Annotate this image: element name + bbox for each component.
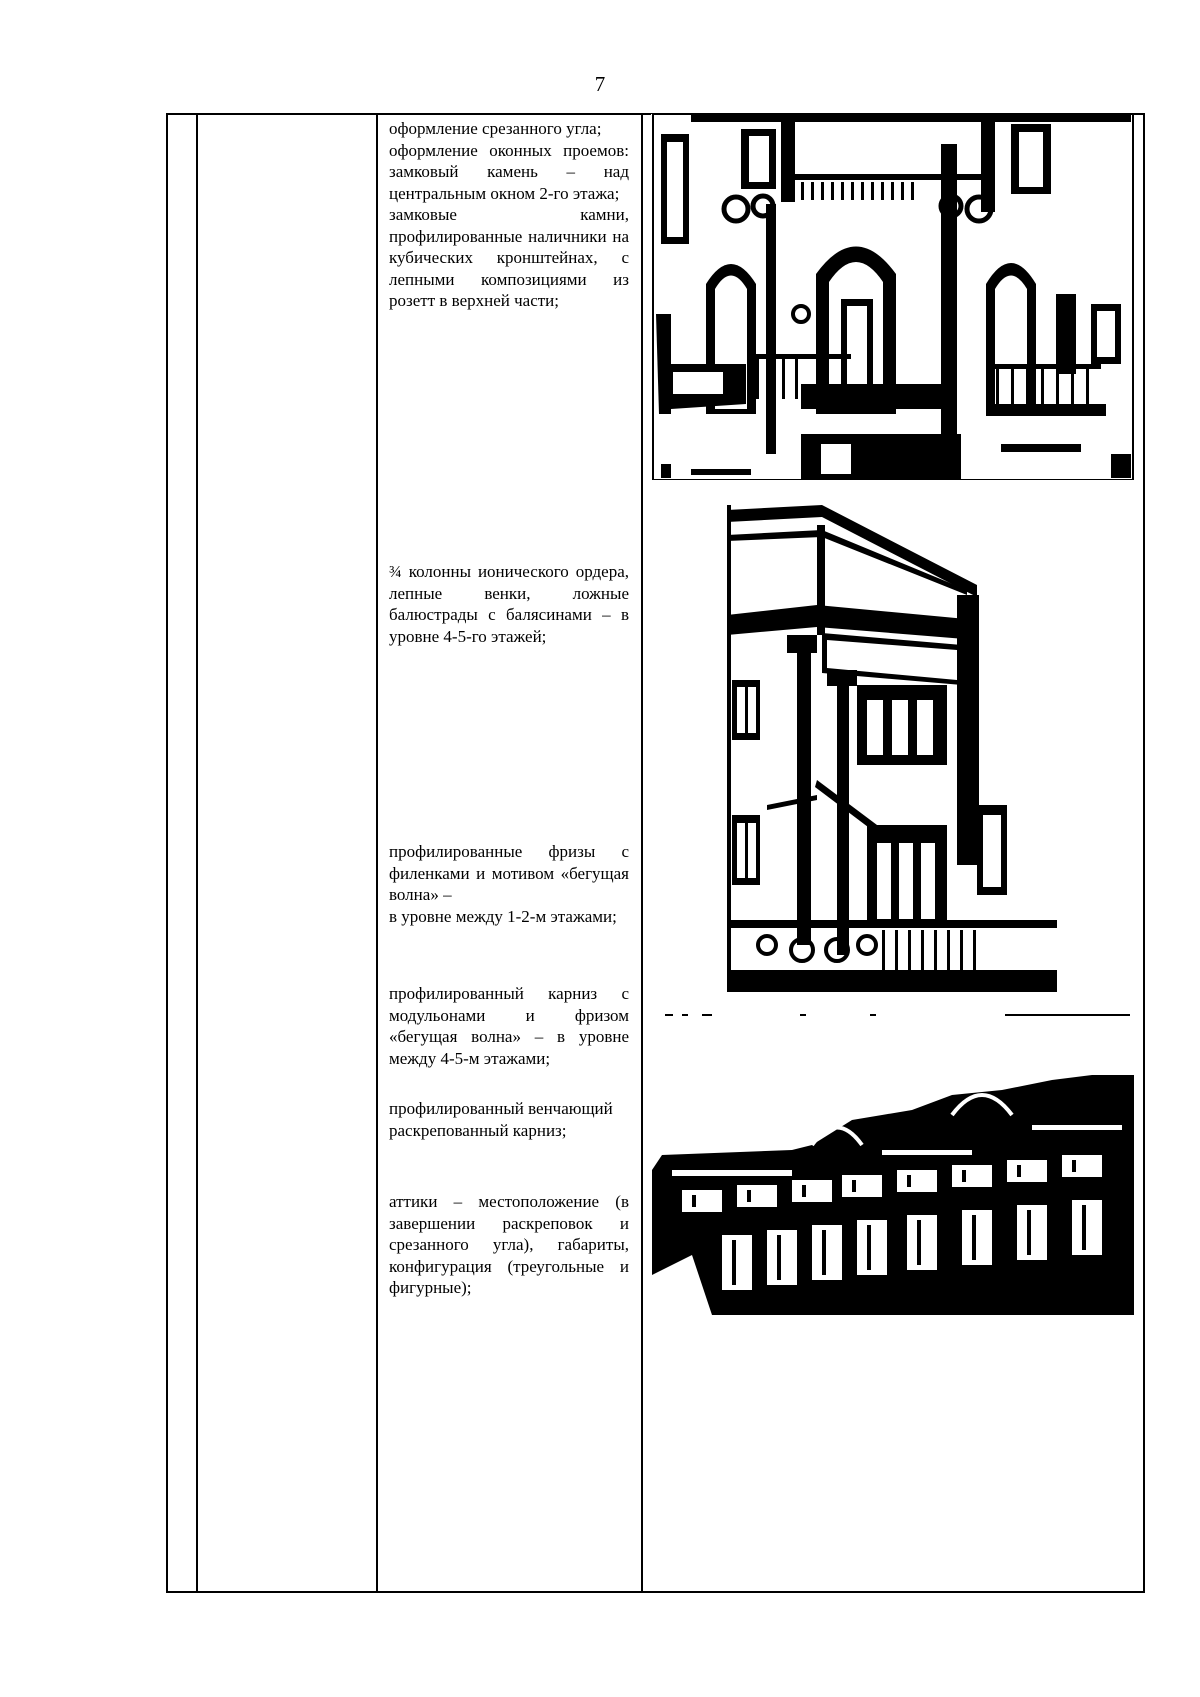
description-block-2: [389, 561, 629, 647]
description-block-5: [389, 1098, 629, 1141]
description-block-1: [389, 118, 629, 312]
corner-tower-photo: [727, 505, 1057, 992]
description-block-3: [389, 841, 629, 927]
table-column-divider-3: [641, 113, 643, 1593]
roofline-attics-photo: [652, 1075, 1134, 1315]
description-text: профилированный венчающий раскрепованный карниз;: [389, 1099, 613, 1140]
table-left-border: [166, 113, 168, 1593]
description-text: профилированный карниз с модульонами и фризом «бегущая волна» – в уровне между 4-5-м этажами;: [389, 984, 629, 1068]
description-text: оформление срезанного угла;: [389, 119, 602, 138]
page-number: 7: [594, 72, 606, 96]
description-text: в уровне между 1-2-м этажами;: [389, 906, 617, 926]
description-text: замковые камни, профилированные наличники на кубических кронштейнах, с лепными композициями из розетт в верхней части;: [389, 205, 629, 310]
description-text: ¾ колонны ионического ордера, лепные венки, ложные балюстрады с балясинами – в уровне 4-5-го этажей;: [389, 562, 629, 646]
corner-facade-photo: [651, 114, 1134, 480]
description-text: аттики – местоположение (в завершении раскреповок и срезанного угла), габариты, конфигурация (треугольные и фигурные);: [389, 1192, 629, 1297]
description-text: оформление оконных проемов: замковый камень – над центральным окном 2-го этажа;: [389, 140, 629, 203]
description-block-4: [389, 983, 629, 1069]
description-text: профилированные фризы с филенками и мотивом «бегущая волна» –: [389, 842, 629, 904]
table-column-divider-2: [376, 113, 378, 1593]
table-right-border: [1143, 113, 1145, 1593]
photo-separator-line: [660, 1012, 1130, 1018]
table-column-divider-1: [196, 113, 198, 1593]
table-bottom-border: [166, 1591, 1145, 1593]
description-block-6: [389, 1191, 629, 1299]
